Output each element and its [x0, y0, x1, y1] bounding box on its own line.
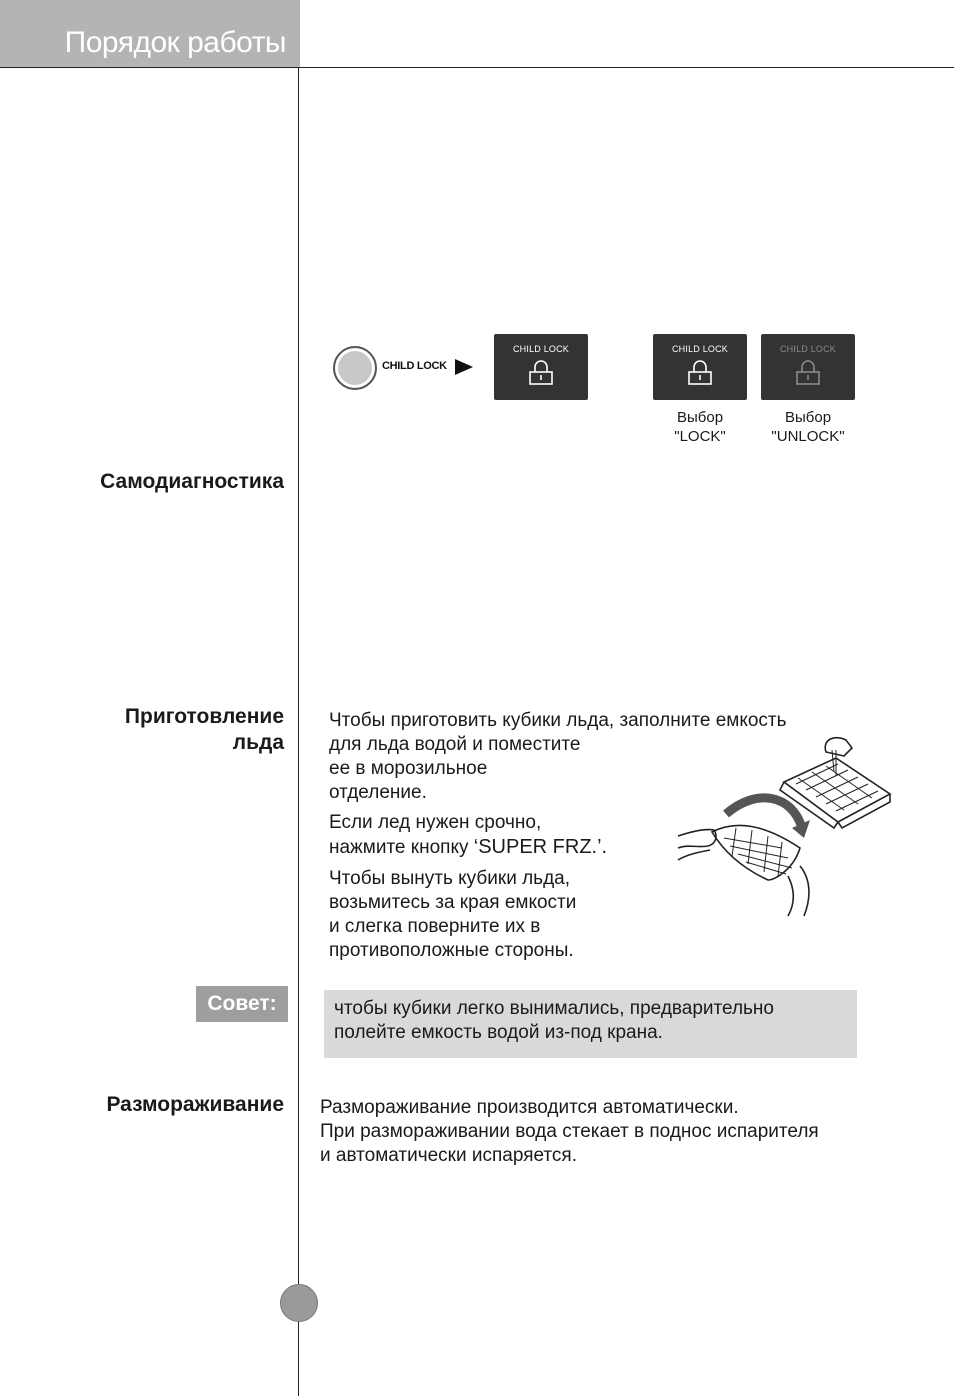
child-lock-knob-icon [333, 346, 377, 390]
ice-heading-line2: льда [232, 731, 284, 754]
child-lock-panel-label: CHILD LOCK [779, 344, 836, 354]
ice-p2-line1: Если лед нужен срочно, [329, 812, 542, 833]
child-lock-panel-initial [494, 334, 588, 400]
tip-badge: Совет: [196, 986, 288, 1022]
ice-p2-line2 [329, 835, 649, 860]
ice-paragraph-2 [329, 811, 649, 860]
ice-p1-line2: для льда водой и поместите [329, 734, 581, 755]
page-number-marker [280, 1284, 318, 1322]
ice-p1-line3: ее в морозильное [329, 758, 488, 779]
ice-making-heading [125, 704, 284, 756]
self-diagnostics-heading: Самодиагностика [100, 470, 284, 493]
defrost-line3: и автоматически испаряется. [320, 1145, 577, 1166]
header-tab [0, 0, 300, 68]
header-divider [0, 67, 954, 68]
defrost-line2: При размораживании вода стекает в поднос испарителя [320, 1121, 819, 1142]
ice-p1-line1: Чтобы приготовить кубики льда, заполните емкость [329, 710, 787, 731]
ice-tray-illustration [676, 736, 898, 918]
ice-paragraph-3 [329, 867, 649, 963]
defrost-heading: Размораживание [106, 1093, 284, 1116]
defrost-line1: Размораживание производится автоматически. [320, 1097, 739, 1118]
ice-heading-line1: Приготовление [124, 705, 284, 728]
child-lock-panel-lock [653, 334, 747, 400]
lock-icon [527, 360, 555, 386]
page-title: Порядок работы [64, 26, 286, 59]
ice-p3-line2: возьмитесь за края емкости [329, 892, 577, 913]
lock-icon [686, 360, 714, 386]
ice-p3-line3: и слегка поверните их в [329, 916, 541, 937]
lock-caption-line1: Выбор [676, 409, 724, 426]
super-frz-label: ‘SUPER FRZ.’. [473, 836, 608, 858]
unlock-caption-line1: Выбор [784, 409, 832, 426]
ice-p1-line4: отделение. [329, 782, 427, 803]
child-lock-button-label: CHILD LOCK [382, 360, 447, 372]
ice-p3-line1: Чтобы вынуть кубики льда, [329, 868, 571, 889]
arrow-right-icon [455, 359, 473, 375]
defrost-paragraph [320, 1096, 880, 1168]
child-lock-panel-unlock [761, 334, 855, 400]
unlock-caption [758, 408, 858, 446]
tip-line1: чтобы кубики легко вынимались, предварительно [334, 998, 774, 1019]
ice-p2-prefix: нажмите кнопку [329, 837, 474, 858]
child-lock-panel-label: CHILD LOCK [671, 344, 728, 354]
tip-line2: полейте емкость водой из-под крана. [334, 1022, 663, 1043]
child-lock-panel-label: CHILD LOCK [512, 344, 569, 354]
unlock-caption-line2: "UNLOCK" [771, 428, 845, 445]
ice-p3-line4: противоположные стороны. [329, 940, 574, 961]
lock-caption-line2: "LOCK" [674, 428, 726, 445]
lock-icon-dimmed [794, 360, 822, 386]
lock-caption [650, 408, 750, 446]
tip-text [334, 997, 849, 1045]
column-divider [298, 68, 299, 1396]
